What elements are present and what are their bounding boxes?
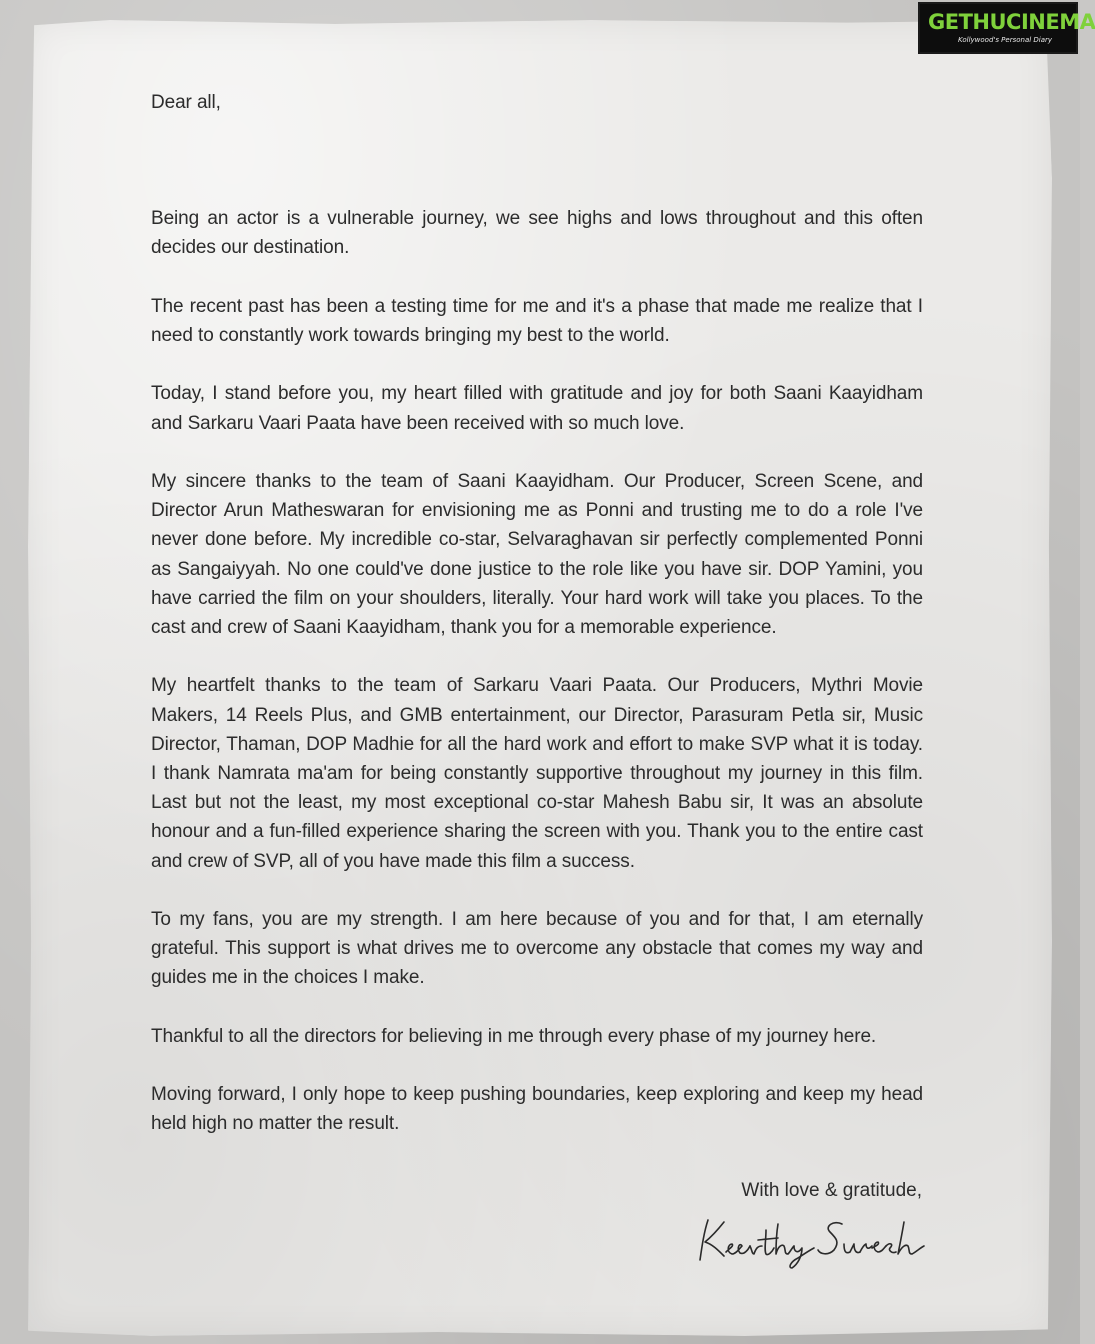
- letter-paragraph: My heartfelt thanks to the team of Sarkaru Vaari Paata. Our Producers, Mythri Movie Makers, 14 Reels Plus, and GMB entertainment, our Director, Parasuram Petla sir, Music Director, Thaman, DOP Madhie for all the hard work and effort to make SVP what it is today. I thank Namrata ma'am for being constantly supportive throughout my journey in this film. Last but not the least, my most exceptional co-star Mahesh Babu sir, It was an absolute honour and a fun-filled experience sharing the screen with you. Thank you to the entire cast and crew of SVP, all of you have made this film a success.: [151, 675, 923, 872]
- handwritten-signature: [694, 1212, 934, 1270]
- letter-paragraph: To my fans, you are my strength. I am here because of you and for that, I am eternally grateful. This support is what drives me to overcome any obstacle that comes my way and guides me in the choices I make.: [151, 909, 923, 989]
- letter-paragraph: Thankful to all the directors for believing in me through every phase of my journey here.: [151, 1025, 877, 1047]
- letter-closing: With love & gratitude,: [741, 1180, 922, 1201]
- letter-paragraph: My sincere thanks to the team of Saani Kaayidham. Our Producer, Screen Scene, and Director Arun Matheswaran for envisioning me as Ponni and trusting me to do a role I've never done before. My incredible co-star, Selvaraghavan sir perfectly complemented Ponni as Sangaiyyah. No one could've done justice to the role like you have sir. DOP Yamini, you have carried the film on your shoulders, literally. Your hard work will take you places. To the cast and crew of Saani Kaayidham, thank you for a memorable experience.: [151, 470, 923, 638]
- letter-paragraph: Moving forward, I only hope to keep pushing boundaries, keep exploring and keep my head held high no matter the result.: [151, 1084, 923, 1135]
- letter-paragraph: The recent past has been a testing time for me and it's a phase that made me realize that I need to constantly work towards bringing my best to the world.: [151, 295, 923, 346]
- letter-paragraph: Being an actor is a vulnerable journey, we see highs and lows throughout and this often decides our destination.: [151, 208, 923, 259]
- logo-tagline: Kollywood's Personal Diary: [958, 36, 1053, 44]
- letter-greeting: Dear all,: [151, 92, 221, 113]
- logo-wordmark: [928, 10, 1095, 34]
- logo-word-cinema: CINEMA: [1006, 10, 1095, 34]
- letter-paragraph: Today, I stand before you, my heart filled with gratitude and joy for both Saani Kaayidham and Sarkaru Vaari Paata have been received with so much love.: [151, 383, 923, 434]
- letter-body: [151, 88, 923, 1168]
- gethucinema-logo: [918, 2, 1095, 54]
- logo-word-gethu: GETHU: [928, 10, 1007, 34]
